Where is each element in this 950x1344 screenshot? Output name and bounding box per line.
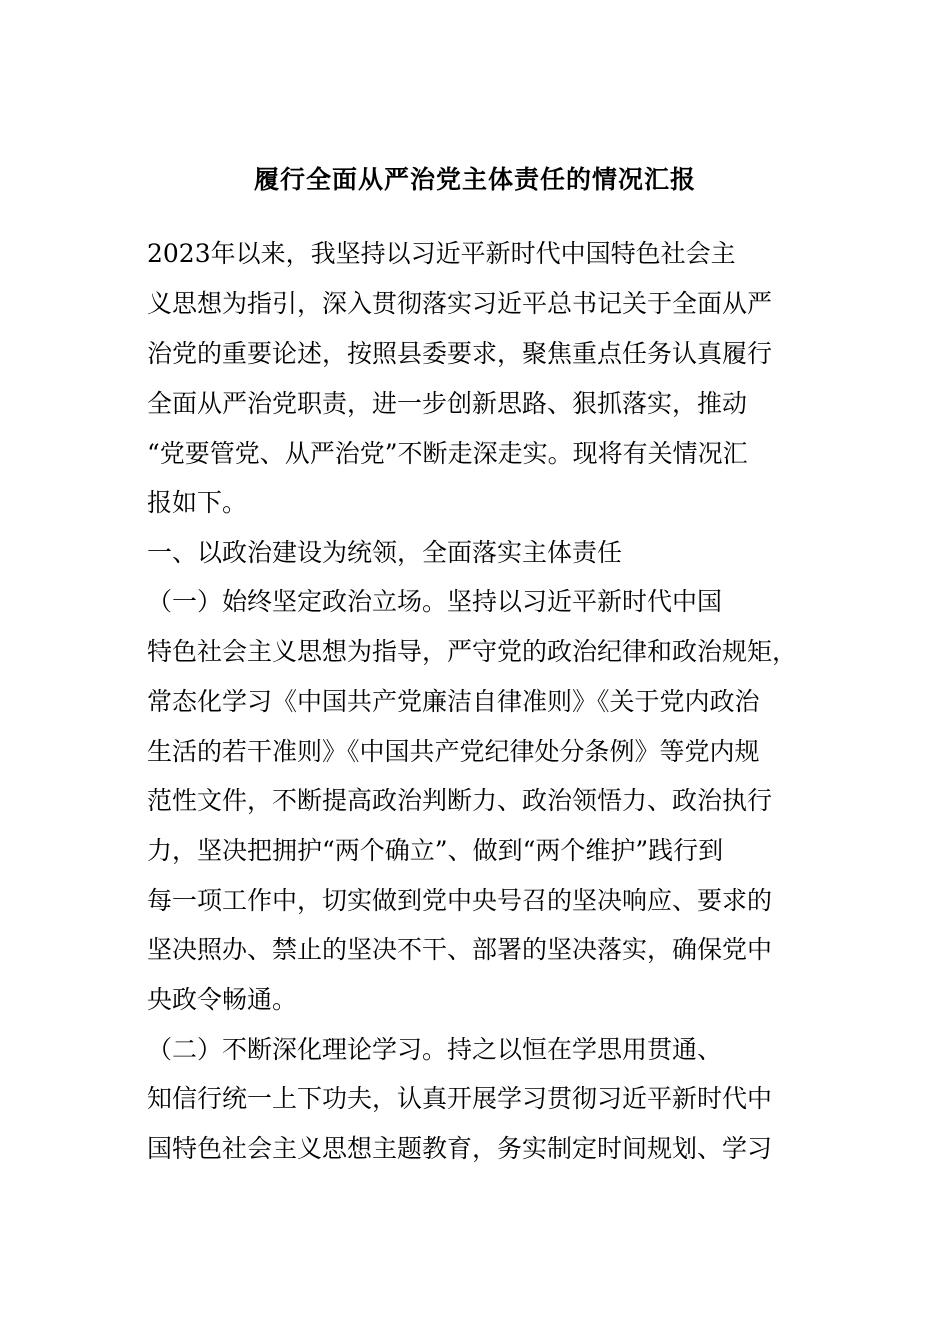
document-title: 履行全面从严治党主体责任的情况汇报: [253, 165, 696, 194]
text-line: （一）始终坚定政治立场。坚持以习近平新时代中国: [147, 587, 723, 616]
text-line: 报如下。: [147, 488, 248, 517]
text-line: （二）不断深化理论学习。持之以恒在学思用贯通、: [147, 1035, 723, 1064]
text-line: “党要管党、从严治党”不断走深走实。现将有关情况汇: [147, 439, 748, 468]
text-line: 央政令畅通。: [147, 985, 298, 1014]
text-line: 坚决照办、禁止的坚决不干、部署的坚决落实，确保党中: [147, 935, 773, 964]
text-line: 常态化学习《中国共产党廉洁自律准则》《关于党内政治: [147, 687, 760, 716]
text-line: 治党的重要论述，按照县委要求，聚焦重点任务认真履行: [147, 339, 773, 368]
text-line: 范性文件，不断提高政治判断力、政治领悟力、政治执行: [147, 786, 773, 815]
section-heading: 一、以政治建设为统领，全面落实主体责任: [147, 538, 623, 567]
text-line: 生活的若干准则》《中国共产党纪律处分条例》等党内规: [147, 737, 760, 766]
text-line: 义思想为指引，深入贯彻落实习近平总书记关于全面从严: [147, 289, 773, 318]
text-line: 特色社会主义思想为指导，严守党的政治纪律和政治规矩，: [147, 637, 798, 666]
text-line: 2023年以来，我坚持以习近平新时代中国特色社会主: [147, 239, 736, 268]
text-line: 国特色社会主义思想主题教育，务实制定时间规划、学习: [147, 1134, 773, 1163]
text-line: 知信行统一上下功夫，认真开展学习贯彻习近平新时代中: [147, 1084, 773, 1113]
text-line: 全面从严治党职责，进一步创新思路、狠抓落实，推动: [147, 389, 748, 418]
text-line: 力，坚决把拥护“两个确立”、做到“两个维护”践行到: [147, 836, 724, 865]
text-line: 每一项工作中，切实做到党中央号召的坚决响应、要求的: [147, 886, 773, 915]
